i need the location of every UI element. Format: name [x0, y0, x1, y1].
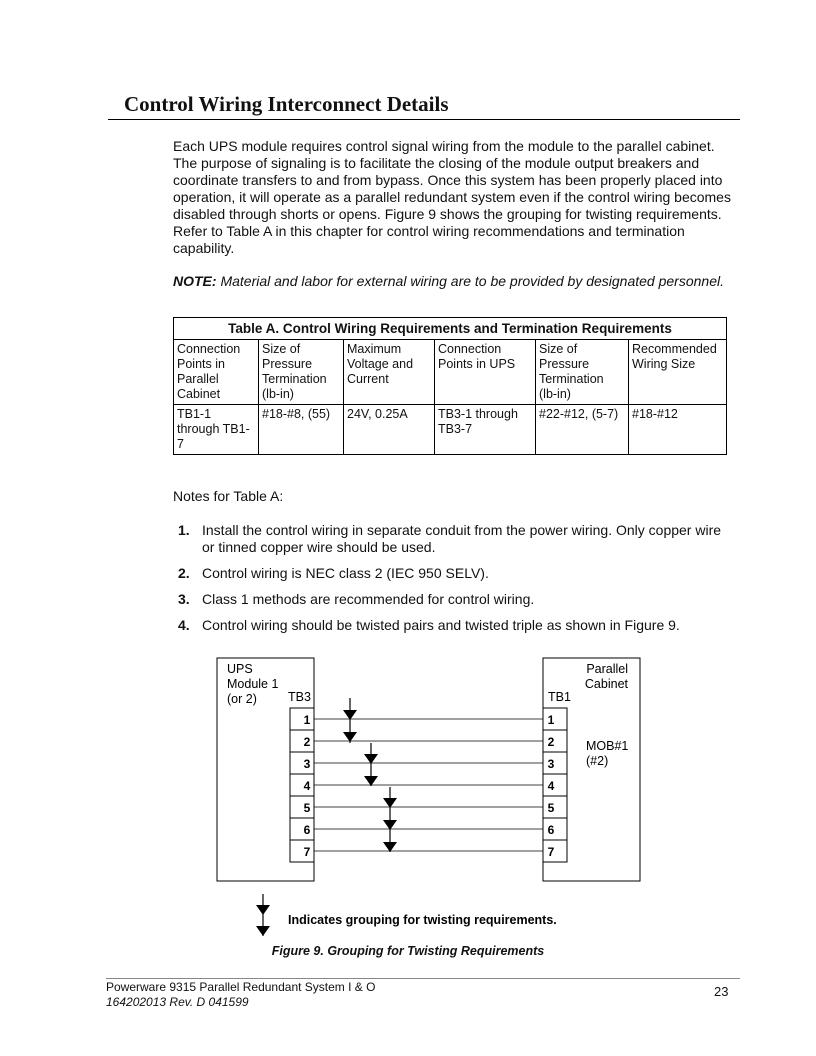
list-item: [173, 522, 733, 556]
intro-paragraph: Each UPS module requires control signal wiring from the module to the parallel cabinet. The purpose of signaling is to facilitate the closing of the module output breakers and coordinate transfers to and from bypass. Once this system has been properly placed into operation, it will operate as a parallel redundant system even if the control wiring becomes disabled through shorts or opens. Figure 9 shows the grouping for twisting requirements. Refer to Table A in this chapter for control wiring recommendations and termination capability.: [173, 138, 731, 256]
mob-label: MOB#1: [586, 739, 629, 753]
page-number: 23: [714, 984, 729, 999]
note-label: NOTE:: [173, 273, 217, 289]
list-number: 4.: [178, 617, 190, 633]
twist-group-marker: [364, 743, 378, 786]
ups-label: (or 2): [227, 692, 257, 706]
twist-legend-text: Indicates grouping for twisting requirements.: [288, 913, 557, 927]
twist-legend-icon: [256, 894, 270, 936]
table-title: Table A. Control Wiring Requirements and Termination Requirements: [174, 318, 727, 340]
terminal-number: 4: [547, 779, 555, 793]
list-number: 3.: [178, 591, 190, 607]
list-text: Control wiring should be twisted pairs and twisted triple as shown in Figure 9.: [202, 617, 680, 633]
terminal-number: 2: [303, 735, 311, 749]
tb1-label: TB1: [548, 690, 571, 704]
table-header: Recommended Wiring Size: [629, 340, 727, 405]
table-cell: TB3-1 through TB3-7: [435, 405, 536, 455]
terminal-number: 6: [547, 823, 555, 837]
twist-group-marker: [383, 787, 397, 852]
note-block: [173, 273, 733, 290]
list-item: [173, 565, 733, 582]
table-header-row: [174, 340, 727, 405]
wiring-diagram: [210, 655, 650, 975]
list-item: [173, 591, 733, 608]
ups-label: Module 1: [227, 677, 279, 691]
notes-title: Notes for Table A:: [173, 488, 284, 504]
list-number: 1.: [178, 522, 190, 538]
table-header: Size of Pressure Termination (lb-in): [259, 340, 344, 405]
list-item: [173, 617, 733, 634]
terminal-number: 5: [303, 801, 311, 815]
terminal-number: 2: [547, 735, 555, 749]
figure-caption: Figure 9. Grouping for Twisting Requirements: [271, 944, 545, 958]
list-text: Install the control wiring in separate conduit from the power wiring. Only copper wire or tinned copper wire should be used.: [202, 522, 722, 555]
table-cell: #22-#12, (5-7): [536, 405, 629, 455]
terminal-number: 1: [303, 713, 311, 727]
list-number: 2.: [178, 565, 190, 581]
cabinet-label: Cabinet: [584, 677, 628, 691]
terminal-number: 7: [547, 845, 555, 859]
control-wiring-table: [173, 317, 727, 455]
footer-title: Powerware 9315 Parallel Redundant System I & O: [106, 980, 376, 994]
footer-divider: [106, 978, 740, 979]
table-cell: TB1-1 through TB1-7: [174, 405, 259, 455]
section-title: Control Wiring Interconnect Details: [124, 92, 449, 116]
footer: [106, 980, 375, 1010]
terminal-number: 3: [547, 757, 555, 771]
terminal-number: 6: [303, 823, 311, 837]
list-text: Control wiring is NEC class 2 (IEC 950 SELV).: [202, 565, 489, 581]
cabinet-label: Parallel: [586, 662, 628, 676]
list-text: Class 1 methods are recommended for control wiring.: [202, 591, 535, 607]
terminal-number: 7: [303, 845, 311, 859]
notes-list: [173, 522, 733, 643]
tb1-terminal-block: [543, 708, 567, 862]
table-row: [174, 405, 727, 455]
terminal-number: 3: [303, 757, 311, 771]
tb3-terminal-block: [290, 708, 314, 862]
terminal-number: 4: [303, 779, 311, 793]
table-header: Connection Points in Parallel Cabinet: [174, 340, 259, 405]
mob-label: (#2): [586, 754, 609, 768]
terminal-number: 5: [547, 801, 555, 815]
table-header: Maximum Voltage and Current: [344, 340, 435, 405]
table-header: Size of Pressure Termination (lb-in): [536, 340, 629, 405]
ups-label: UPS: [227, 662, 253, 676]
note-text: Material and labor for external wiring are to be provided by designated personnel.: [220, 273, 724, 289]
footer-doc-number: 164202013 Rev. D 041599: [106, 995, 249, 1009]
section-heading: [108, 92, 740, 120]
table-cell: 24V, 0.25A: [344, 405, 435, 455]
table-header: Connection Points in UPS: [435, 340, 536, 405]
table-cell: #18-#8, (55): [259, 405, 344, 455]
terminal-number: 1: [547, 713, 555, 727]
tb3-label: TB3: [288, 690, 311, 704]
table-cell: #18-#12: [629, 405, 727, 455]
twist-group-marker: [343, 698, 357, 743]
